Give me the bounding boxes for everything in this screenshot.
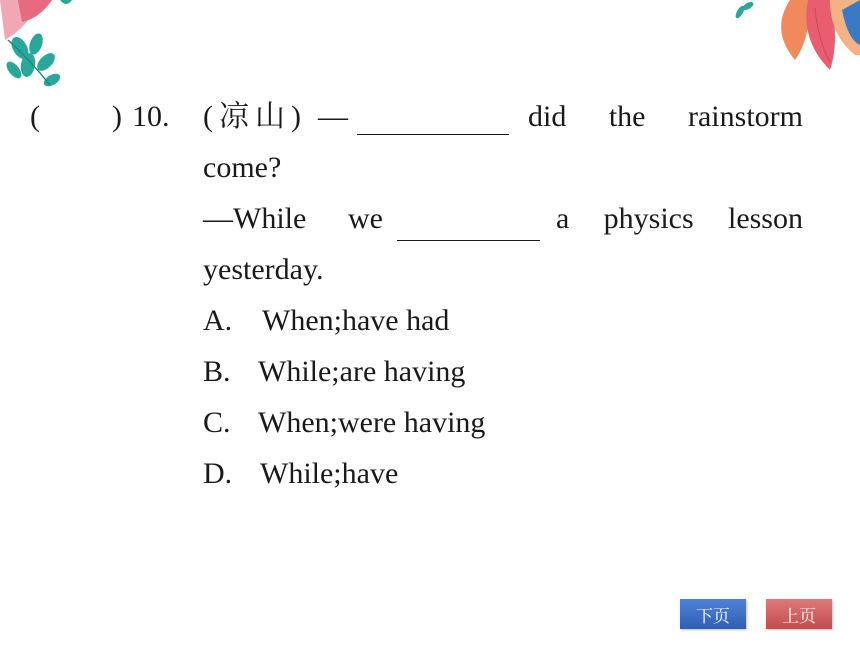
answer-bracket-close: ) — [112, 100, 122, 133]
line4-text: yesterday. — [203, 253, 324, 286]
floral-decoration-left — [0, 0, 120, 100]
option-text: When;have had — [262, 304, 450, 337]
answer-blank-2 — [397, 212, 540, 241]
word: lesson — [727, 202, 803, 235]
word: a — [556, 202, 570, 235]
word: the — [608, 100, 646, 133]
word: did — [528, 100, 567, 133]
option-label: A. — [203, 304, 233, 337]
option-text: While;are having — [258, 355, 466, 388]
word: rainstorm — [688, 100, 803, 133]
dialogue-dash: — — [318, 100, 348, 133]
line3-end-text — [556, 204, 803, 234]
option-text: When;were having — [258, 406, 486, 439]
line2-text: come? — [203, 151, 282, 184]
question-number: 10. — [132, 100, 170, 133]
option-label: B. — [203, 355, 231, 388]
word: physics — [603, 202, 694, 235]
next-page-button[interactable]: 下页 — [680, 599, 746, 629]
source-tag: (凉山) — [203, 100, 307, 133]
word: we — [348, 202, 383, 235]
option-text: While;have — [260, 457, 399, 490]
line3-start-text — [203, 204, 383, 234]
option-label: C. — [203, 406, 231, 439]
answer-bracket-open: ( — [30, 100, 40, 133]
word: —While — [203, 202, 307, 235]
floral-decoration-right — [730, 0, 860, 80]
answer-blank-1 — [357, 106, 509, 135]
previous-page-button[interactable]: 上页 — [766, 599, 832, 629]
option-label: D. — [203, 457, 233, 490]
line1-text — [528, 102, 803, 132]
